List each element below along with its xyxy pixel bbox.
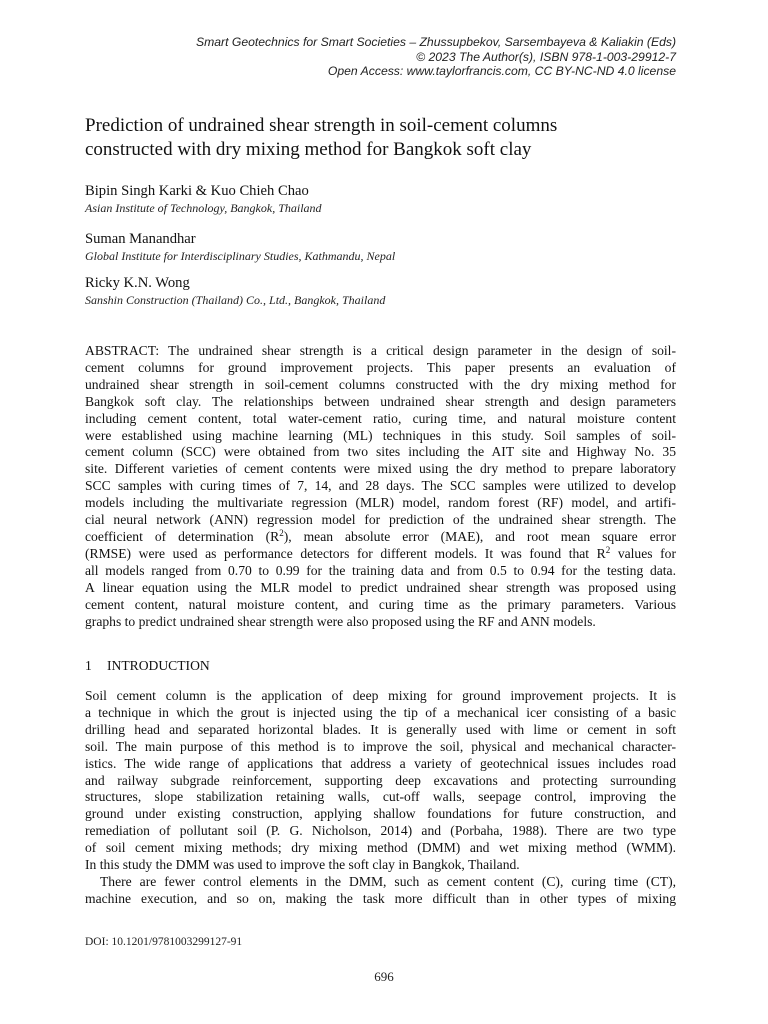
- paragraph-line: drilling head and separated horizontal blades. It is generally used with lime or cement in soft: [85, 721, 676, 737]
- header-copyright-line: © 2023 The Author(s), ISBN 978-1-003-29912-7: [416, 49, 676, 64]
- abstract-line: including cement content, total water-cement ratio, curing time, and natural moisture content: [85, 410, 676, 426]
- abstract-line: all models ranged from 0.70 to 0.99 for the training data and from 0.5 to 0.94 for the testing data.: [85, 562, 676, 578]
- abstract-text: ), mean absolute error (MAE), and root mean square error: [283, 528, 676, 544]
- abstract-line: ABSTRACT: The undrained shear strength is a critical design parameter in the design of soil-: [85, 343, 676, 358]
- abstract-line: cement content, natural moisture content, and curing time as the primary parameters. Various: [85, 596, 676, 612]
- section-title: INTRODUCTION: [107, 658, 210, 673]
- abstract-text: coefficient of determination (R: [85, 528, 280, 544]
- paragraph-line: and railway subgrade reinforcement, supporting deep excavations and protecting surrounding: [85, 772, 676, 788]
- paragraph-line: There are fewer control elements in the DMM, such as cement content (C), curing time (CT),: [100, 873, 676, 889]
- header-license-line: Open Access: www.taylorfrancis.com, CC BY-NC-ND 4.0 license: [327, 64, 676, 79]
- paragraph-line: remediation of pollutant soil (P. G. Nicholson, 2014) and (Porbaha, 1988). There are two type: [85, 823, 676, 839]
- intro-paragraph: [85, 688, 676, 908]
- abstract-line: cement column (SCC) were obtained from two sites including the AIT site and Highway No. 35: [85, 444, 676, 460]
- doi: DOI: 10.1201/9781003299127-91: [85, 936, 243, 948]
- abstract-line: [85, 529, 676, 546]
- title-line: constructed with dry mixing method for Bangkok soft clay: [85, 139, 532, 160]
- abstract: [85, 343, 676, 630]
- abstract-line: were established using machine learning (ML) techniques in this study. Soil samples of soil-: [85, 427, 676, 443]
- abstract-line: cial neural network (ANN) regression model for prediction of the undrained shear strength. The: [85, 512, 676, 528]
- paragraph-line: soil. The main purpose of this method is to improve the soil, physical and mechanical character-: [85, 738, 676, 754]
- author-name: Bipin Singh Karki & Kuo Chieh Chao: [85, 183, 309, 199]
- paragraph-line: of soil cement mixing methods; dry mixing method (DMM) and wet mixing method (WMM).: [85, 840, 676, 856]
- title-line: Prediction of undrained shear strength in soil-cement columns: [85, 115, 558, 136]
- superscript: 2: [605, 544, 611, 555]
- abstract-line: models including the multivariate regression (MLR) model, random forest (RF) model, and artifi-: [85, 495, 676, 511]
- paragraph-line: structures, slope stabilization retaining walls, cut-off walls, seepage control, improving the: [85, 789, 676, 805]
- paragraph-line: machine execution, and so on, making the task more difficult than in other types of mixing: [85, 890, 676, 906]
- author-block: [85, 230, 685, 264]
- author-affiliation: Asian Institute of Technology, Bangkok, Thailand: [85, 201, 322, 215]
- paper-title: [85, 114, 685, 162]
- journal-header: [196, 35, 676, 79]
- author-name: Ricky K.N. Wong: [85, 275, 190, 291]
- superscript: 2: [279, 527, 284, 538]
- author-affiliation: Global Institute for Interdisciplinary Studies, Kathmandu, Nepal: [85, 249, 396, 263]
- abstract-line: site. Different varieties of cement contents were mixed using the dry method to prepare laboratory: [85, 461, 676, 477]
- abstract-line: SCC samples with curing times of 7, 14, and 28 days. The SCC samples were utilized to develop: [85, 478, 676, 494]
- author-block: [85, 274, 685, 308]
- abstract-text: (RMSE) were used as performance detectors for different models. It was found that R: [85, 545, 606, 561]
- abstract-line: graphs to predict undrained shear strength were also proposed using the RF and ANN models.: [85, 613, 596, 629]
- paragraph-line: a technique in which the grout is injected using the tip of a mechanical icer consisting of a basic: [85, 704, 676, 720]
- paragraph-line: ground under existing construction, applying shallow foundations for future construction, and: [85, 806, 676, 822]
- paragraph-line: Soil cement column is the application of deep mixing for ground improvement projects. It is: [85, 688, 676, 703]
- section-number: 1: [85, 658, 92, 673]
- abstract-line: [85, 546, 676, 563]
- abstract-text: values for: [610, 545, 676, 561]
- author-block: [85, 182, 685, 216]
- author-affiliation: Sanshin Construction (Thailand) Co., Ltd., Bangkok, Thailand: [85, 293, 386, 307]
- abstract-line: cement columns for ground improvement projects. This paper presents an evaluation of: [85, 359, 676, 375]
- page-number: 696: [374, 969, 394, 984]
- abstract-line: A linear equation using the MLR model to predict undrained shear strength was proposed using: [85, 579, 676, 595]
- paragraph-line: istics. The wide range of applications that address a variety of geotechnical issues includes road: [85, 755, 676, 771]
- section-heading: [85, 658, 210, 674]
- abstract-line: undrained shear strength in soil-cement columns constructed with the dry mixing method for: [85, 376, 676, 392]
- author-name: Suman Manandhar: [85, 231, 196, 247]
- abstract-line: Bangkok soft clay. The relationships between undrained shear strength and design parameters: [85, 393, 676, 409]
- header-proceedings-line: Smart Geotechnics for Smart Societies – Zhussupbekov, Sarsembayeva & Kaliakin (Eds): [195, 35, 676, 49]
- paragraph-line: In this study the DMM was used to improve the soft clay in Bangkok, Thailand.: [85, 857, 520, 873]
